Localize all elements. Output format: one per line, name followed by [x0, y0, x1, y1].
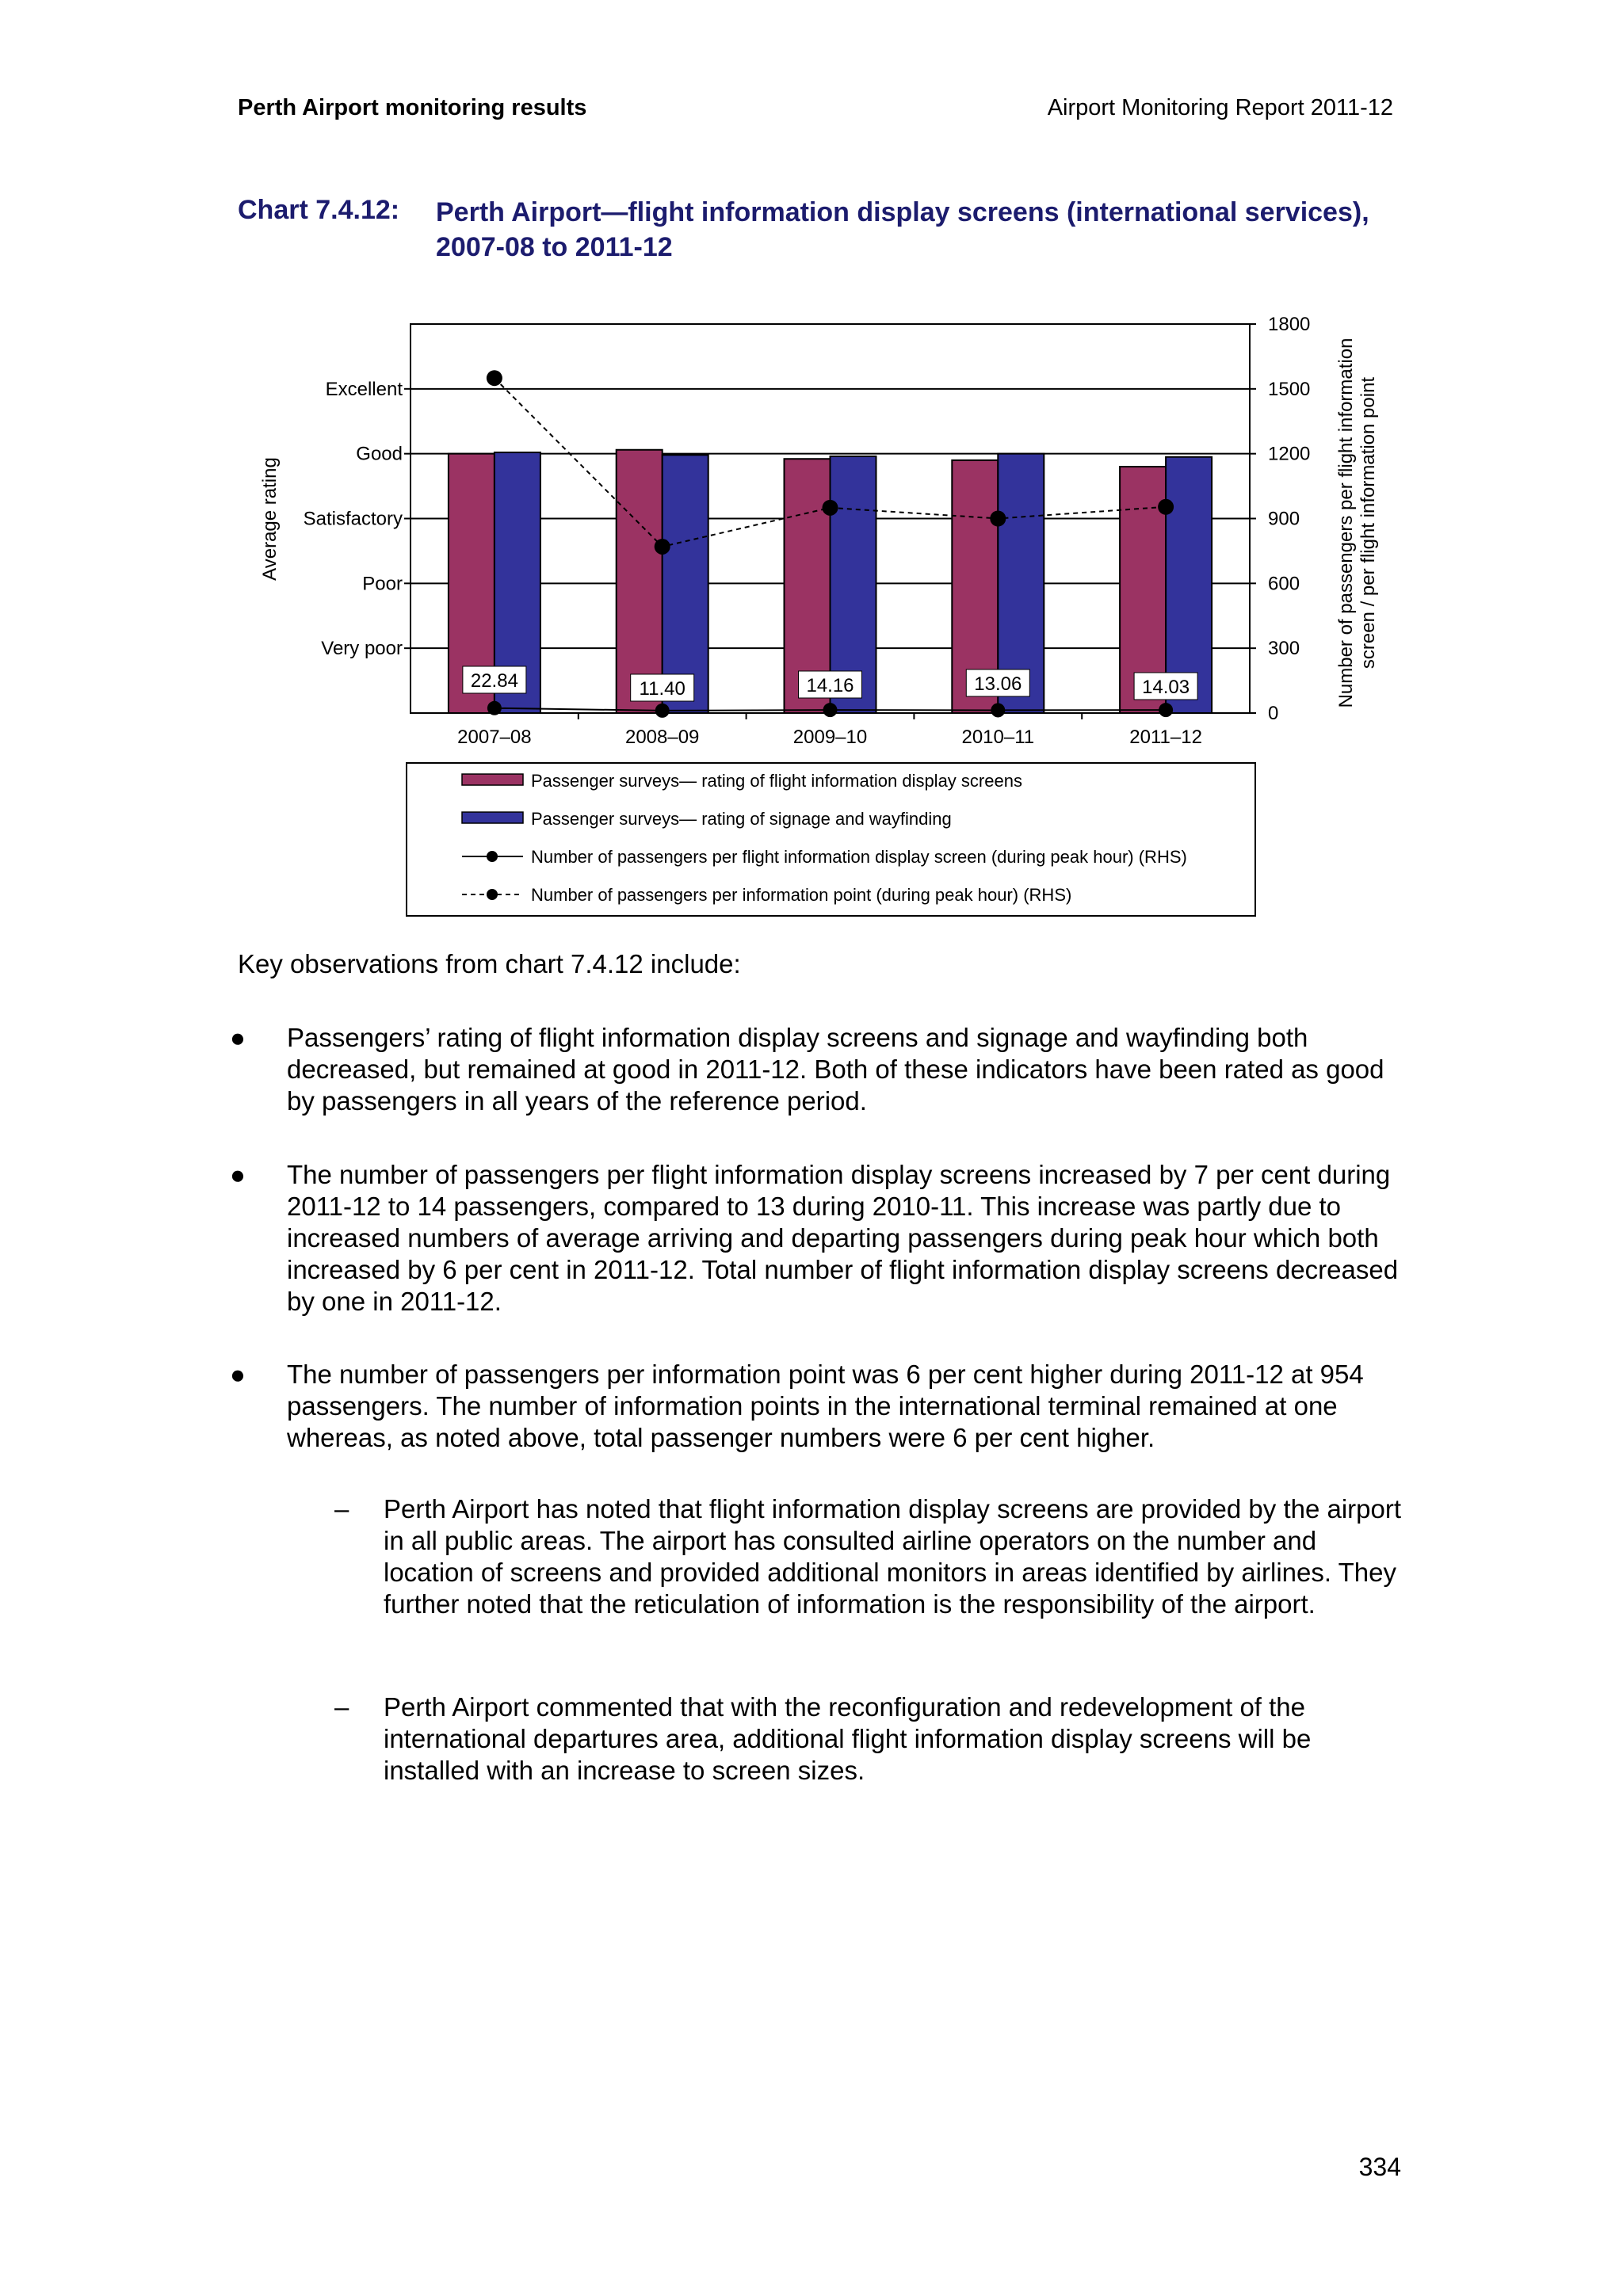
chart-title: Perth Airport—flight information display screens (international services), 2007-08 to 2011-12 [436, 197, 1369, 262]
y-tick-label: Good [356, 443, 403, 465]
y2-tick-label: 0 [1268, 703, 1279, 724]
point-passengers-per-info-point [487, 370, 502, 386]
legend-label: Number of passengers per information point (during peak hour) (RHS) [531, 885, 1072, 905]
bullet-item: Passengers’ rating of flight information display screens and signage and wayfinding both decreased, but remained at good in 2011-12. Both of these indicators have been rated as good by passengers in all years of the reference period. [287, 1023, 1384, 1116]
sub-bullet-item: Perth Airport commented that with the reconfiguration and redevelopment of the international departures area, additional flight information display screens will be installed with an increase to screen sizes. [384, 1692, 1312, 1785]
y2-tick-label: 900 [1268, 508, 1300, 530]
bullet-marker: ● [230, 1160, 246, 1189]
y2-tick-label: 600 [1268, 573, 1300, 595]
y-tick-label: Excellent [325, 378, 403, 400]
chart-number: Chart 7.4.12: [238, 195, 400, 225]
data-label: 14.03 [1142, 677, 1190, 698]
y-tick-label: Poor [362, 573, 403, 595]
x-tick-label: 2009–10 [792, 727, 868, 748]
y2-tick-label: 1200 [1268, 443, 1311, 465]
y2-axis-title-line2: screen / per flight information point [1358, 376, 1379, 669]
header-right: Airport Monitoring Report 2011-12 [1047, 95, 1393, 120]
y2-axis-title-line1: Number of passengers per flight information [1335, 338, 1357, 708]
x-tick-label: 2010–11 [961, 727, 1035, 748]
data-label: 13.06 [974, 673, 1022, 695]
y-axis-title: Average rating [259, 457, 281, 581]
data-label: 14.16 [806, 675, 854, 696]
page-number: 334 [1358, 2153, 1401, 2181]
bullet-item: The number of passengers per flight information display screens increased by 7 per cent during 2011-12 to 14 passengers, compared to 13 during 2010-11. This increase was partly due to increased numbers of average arriving and departing passengers during peak hour which both increased by 6 per cent in 2011-12. Total number of flight information display screens decreased by one in 2011-12. [287, 1160, 1399, 1316]
sub-bullet-item: Perth Airport has noted that flight information display screens are provided by the airport in all public areas. The airport has consulted airline operators on the number and location of screens and provided additional monitors in areas identified by airlines. They further noted that the reticulation of information is the responsibility of the airport. [384, 1494, 1402, 1619]
intro-text: Key observations from chart 7.4.12 include: [238, 949, 741, 978]
bar-fids-rating [617, 450, 663, 713]
legend-marker-passengers-per-screen [487, 851, 498, 862]
legend-label: Passenger surveys— rating of flight information display screens [531, 771, 1022, 791]
y-tick-label: Very poor [321, 638, 403, 660]
point-passengers-per-info-point [655, 539, 670, 555]
point-passengers-per-screen [655, 704, 670, 718]
y2-tick-label: 1500 [1268, 378, 1311, 400]
dash-marker: – [334, 1692, 349, 1722]
bullet-item: The number of passengers per information point was 6 per cent higher during 2011-12 at 954 passengers. The number of information points in the international terminal remained at one whereas, as noted above, total passenger numbers were 6 per cent higher. [287, 1360, 1364, 1452]
header-left: Perth Airport monitoring results [238, 95, 587, 120]
y-tick-label: Satisfactory [303, 508, 403, 530]
legend-label: Passenger surveys— rating of signage and wayfinding [531, 809, 952, 829]
bullet-marker: ● [230, 1360, 246, 1389]
point-passengers-per-screen [991, 703, 1005, 717]
legend-swatch-fids-rating [462, 774, 523, 785]
dash-marker: – [334, 1494, 349, 1524]
combo-chart [0, 0, 1623, 935]
point-passengers-per-info-point [823, 500, 838, 516]
point-passengers-per-screen [823, 703, 838, 717]
x-tick-label: 2008–09 [624, 727, 700, 748]
data-label: 22.84 [470, 670, 518, 692]
legend-marker-passengers-per-info-point [487, 889, 498, 900]
point-passengers-per-info-point [1158, 499, 1174, 515]
x-tick-label: 2011–12 [1129, 727, 1202, 748]
point-passengers-per-screen [487, 701, 502, 715]
point-passengers-per-screen [1159, 703, 1173, 717]
y2-tick-label: 1800 [1268, 314, 1311, 335]
legend-label: Number of passengers per flight information display screen (during peak hour) (RHS) [531, 847, 1187, 867]
data-label: 11.40 [639, 678, 685, 700]
x-tick-label: 2007–08 [457, 727, 532, 748]
y2-tick-label: 300 [1268, 638, 1300, 660]
point-passengers-per-info-point [990, 511, 1006, 527]
bullet-marker: ● [230, 1023, 246, 1052]
legend-swatch-signage-rating [462, 812, 523, 823]
